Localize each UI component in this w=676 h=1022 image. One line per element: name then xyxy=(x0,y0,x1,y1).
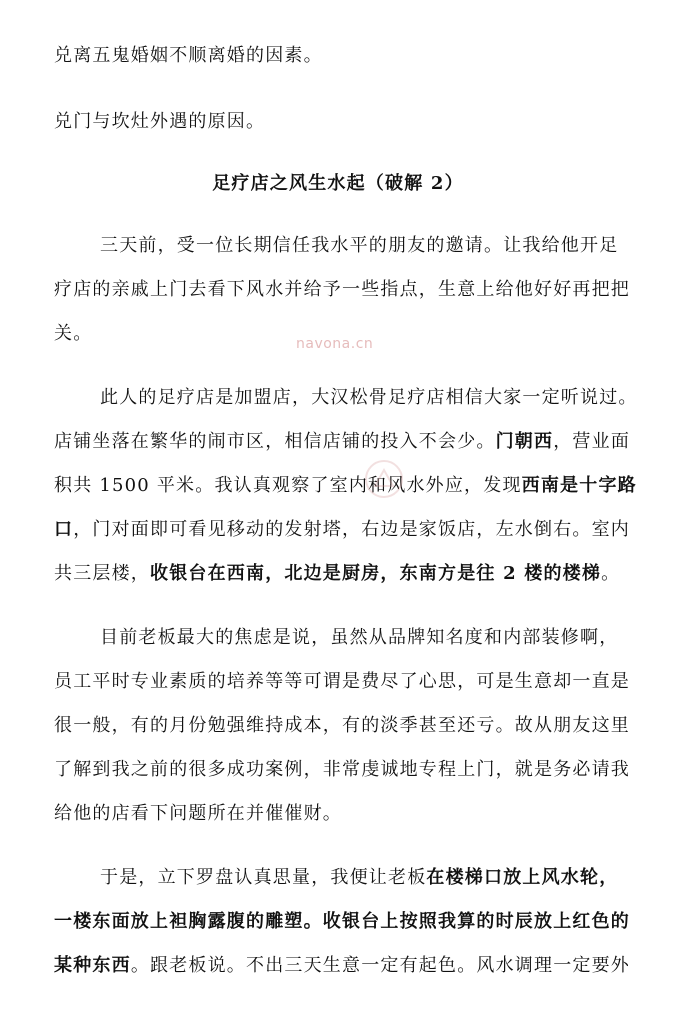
paragraph-line: 疗店的亲戚上门去看下风水并给予一些指点，生意上给他好好再把把 xyxy=(54,279,630,300)
bold-text: 某种东西 xyxy=(54,955,131,976)
paragraph-line: 给他的店看下问题所在并催催财。 xyxy=(54,803,342,824)
text-span: 。 xyxy=(601,563,621,584)
paragraph-line: 关。 xyxy=(54,323,93,344)
bold-text: 口 xyxy=(54,519,74,540)
paragraph-line: 目前老板最大的焦虑是说，虽然从品牌知名度和内部装修啊， xyxy=(100,627,619,648)
bold-text: 收银台在西南，北边是厨房，东南方是往 2 楼的楼梯 xyxy=(150,563,602,584)
watermark-logo-icon xyxy=(363,458,405,500)
text-span: ，营业面 xyxy=(553,431,631,452)
paragraph-line: 很一般，有的月份勉强维持成本，有的淡季甚至还亏。故从朋友这里 xyxy=(54,715,630,736)
paragraph-line: 了解到我之前的很多成功案例，非常虔诚地专程上门，就是务必请我 xyxy=(54,759,630,780)
paragraph-line xyxy=(100,866,634,890)
paragraph-line xyxy=(54,562,634,586)
paragraph-line xyxy=(54,954,634,978)
paragraph-line xyxy=(54,910,634,934)
text-span: 于是，立下罗盘认真思量，我便让老板 xyxy=(100,867,427,888)
watermark-text: navona.cn xyxy=(296,336,374,352)
text-line: 兑门与坎灶外遇的原因。 xyxy=(54,111,266,132)
paragraph-line: 三天前，受一位长期信任我水平的朋友的邀请。让我给他开足 xyxy=(100,235,619,256)
text-span: 。跟老板说。不出三天生意一定有起色。风水调理一定要外 xyxy=(130,955,631,976)
paragraph-line xyxy=(54,474,637,498)
text-span: ，门对面即可看见移动的发射塔，右边是家饭店，左水倒右。室内 xyxy=(73,519,630,540)
text-line: 兑离五鬼婚姻不顺离婚的因素。 xyxy=(54,45,323,66)
bold-text: 在楼梯口放上风水轮， xyxy=(426,867,619,888)
text-span: 店铺坐落在繁华的闹市区，相信店铺的投入不会少。 xyxy=(54,431,496,452)
paragraph-line xyxy=(54,518,634,542)
paragraph-line xyxy=(54,430,634,454)
paragraph-line: 员工平时专业素质的培养等等可谓是费尽了心思，可是生意却一直是 xyxy=(54,671,630,692)
bold-text: 门朝西 xyxy=(495,431,554,452)
bold-text: 西南是十字路 xyxy=(521,475,637,496)
section-title: 足疗店之风生水起（破解 2） xyxy=(212,173,464,194)
bold-text: 一楼东面放上袒胸露腹的雕塑。收银台上按照我算的时辰放上红色的 xyxy=(54,911,630,932)
text-span: 共三层楼， xyxy=(54,563,150,584)
text-span: 积共 1500 平米。我认真观察了室内和风水外应，发现 xyxy=(54,475,522,496)
paragraph-line: 此人的足疗店是加盟店，大汉松骨足疗店相信大家一定听说过。 xyxy=(100,387,638,408)
